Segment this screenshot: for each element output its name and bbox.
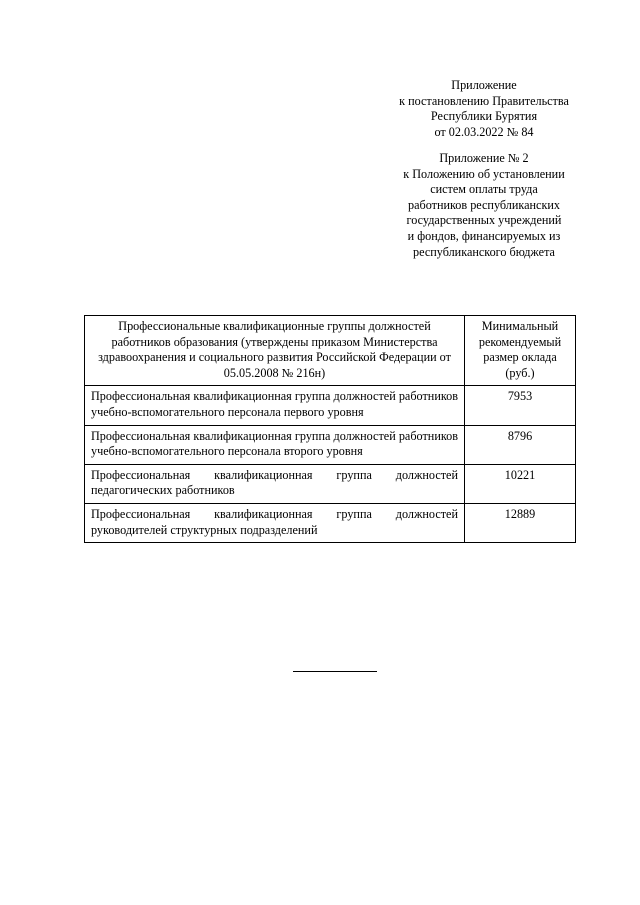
salary-value-cell: 10221 [465, 464, 576, 503]
appendix-header-line: к постановлению Правительства [399, 93, 569, 108]
salary-table [84, 315, 576, 543]
column-header-salary: Минимальный рекомендуемый размер оклада (руб.) [465, 316, 576, 386]
group-name-cell: Профессиональная квалификационная группа должностей работников учебно-вспомогательного персонала первого уровня [85, 386, 465, 425]
appendix-2-line: и фондов, финансируемых из [407, 228, 561, 243]
table-row [85, 503, 576, 542]
appendix-header-line: Приложение [451, 78, 517, 92]
table-row [85, 464, 576, 503]
end-separator-line [293, 671, 377, 672]
table-row [85, 425, 576, 464]
group-name-cell: Профессиональная квалификационная группа должностей педагогических работников [85, 464, 465, 503]
table-header-row [85, 316, 576, 386]
appendix-2-line: республиканского бюджета [413, 244, 555, 259]
appendix-2-line: Приложение № 2 [439, 151, 529, 165]
group-name-cell: Профессиональная квалификационная группа должностей работников учебно-вспомогательного персонала второго уровня [85, 425, 465, 464]
table-row [85, 386, 576, 425]
appendix-header [380, 78, 588, 140]
appendix-2-line: систем оплаты труда [430, 182, 538, 197]
appendix-header-line: Республики Бурятия [430, 109, 538, 124]
salary-value-cell: 8796 [465, 425, 576, 464]
salary-value-cell: 12889 [465, 503, 576, 542]
salary-value-cell: 7953 [465, 386, 576, 425]
appendix-2-line: государственных учреждений [406, 213, 562, 228]
appendix-header-line: от 02.03.2022 № 84 [434, 124, 534, 139]
appendix-2-header [380, 151, 588, 260]
group-name-cell: Профессиональная квалификационная группа должностей руководителей структурных подразделений [85, 503, 465, 542]
appendix-2-line: к Положению об установлении [403, 166, 565, 181]
appendix-2-line: работников республиканских [408, 197, 560, 212]
column-header-group: Профессиональные квалификационные группы должностей работников образования (утверждены приказом Министерства здравоохранения и социального развития Российской Федерации от 05.05.2008 № 216н) [85, 316, 465, 386]
